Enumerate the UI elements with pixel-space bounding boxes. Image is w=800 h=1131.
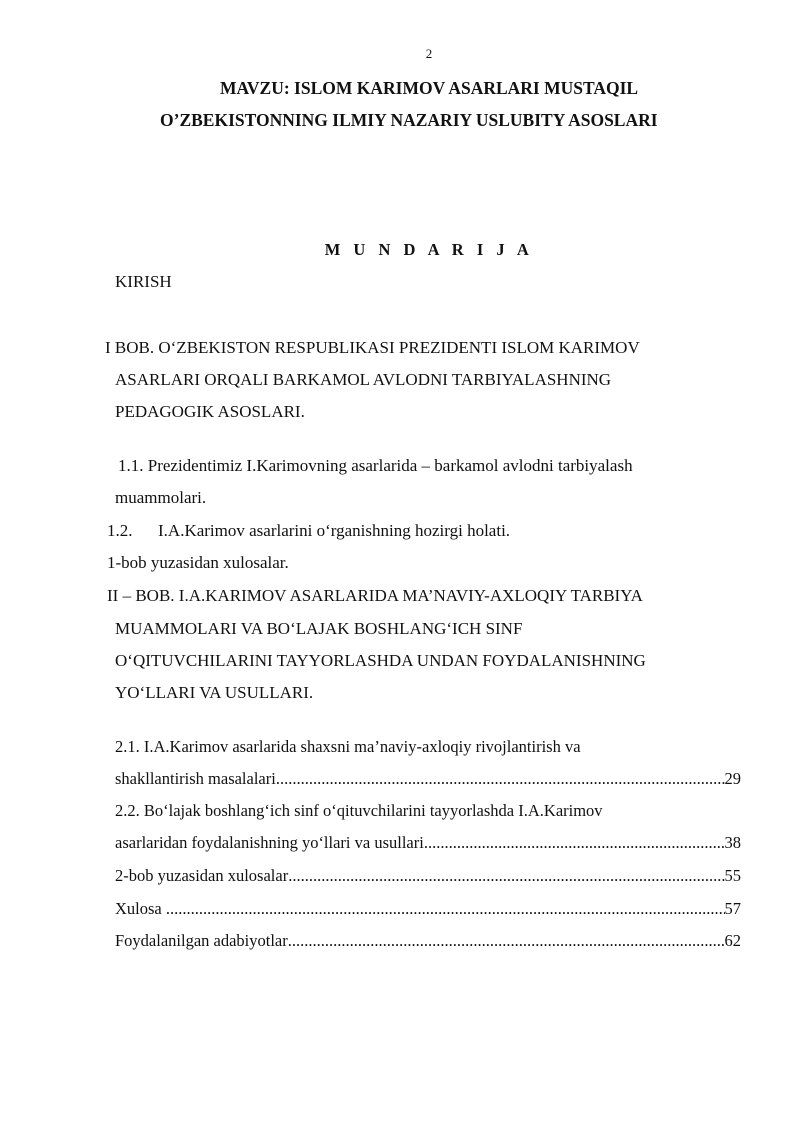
toc-section-2-1-line-2: shakllantirish masalalari [115,769,276,788]
toc-section-1-1-line-2: muammolari. [115,488,207,507]
page-ref: 62 [724,931,741,950]
toc-chapter-2-line-1: II – BOB. I.A.KARIMOV ASARLARIDA MA’NAVIY-AXLOQIY TARBIYA [107,586,643,605]
toc-heading: M U N D A R I J A [324,240,534,259]
dot-leader [424,833,725,853]
toc-chapter-1-line-2: ASARLARI ORQALI BARKAMOL AVLODNI TARBIYALASHNING [115,370,612,389]
toc-section-2-1-row[interactable] [115,769,741,789]
page-ref: 55 [724,866,741,885]
toc-chapter-2-line-4: YO‘LLARI VA USULLARI. [115,683,314,702]
toc-section-2-2-line-2: asarlaridan foydalanishning yo‘llari va usullari [115,833,424,852]
toc-section-1-1-line-1: 1.1. Prezidentimiz I.Karimovning asarlarida – barkamol avlodni tarbiyalash [118,456,633,475]
dot-leader [288,866,724,886]
document-title-line-2: O’ZBEKISTONNING ILMIY NAZARIY USLUBITY ASOSLARI [160,110,658,130]
toc-chapter-2-line-2: MUAMMOLARI VA BO‘LAJAK BOSHLANG‘ICH SINF [115,619,523,638]
document-title-line-1: MAVZU: ISLOM KARIMOV ASARLARI MUSTAQIL [220,78,639,98]
toc-chapter-2-conclusion-row[interactable] [115,866,741,886]
toc-section-2-2-line-1: 2.2. Bo‘lajak boshlang‘ich sinf o‘qituvchilarini tayyorlashda I.A.Karimov [115,801,603,820]
page-ref: 29 [724,769,741,788]
toc-chapter-2-conclusion: 2-bob yuzasidan xulosalar [115,866,289,885]
page-ref: 38 [724,833,741,852]
toc-chapter-1 [105,338,742,370]
toc-section-2-1-line-1: 2.1. I.A.Karimov asarlarida shaxsni ma’naviy-axloqiy rivojlantirish va [115,737,581,756]
toc-section-2-2-row[interactable] [115,833,741,853]
dot-leader [166,899,725,919]
dot-leader [276,769,725,789]
dot-leader [288,931,725,951]
page-number: 2 [425,46,433,61]
toc-chapter-2-line-3: O‘QITUVCHILARINI TAYYORLASHDA UNDAN FOYDALANISHNING [115,651,646,670]
toc-references-row[interactable] [115,931,741,951]
toc-intro: KIRISH [115,272,172,291]
toc-references: Foydalanilgan adabiyotlar [115,931,288,950]
toc-chapter-1-line-3: PEDAGOGIK ASOSLARI. [115,402,305,421]
toc-chapter-1-line-1: I BOB. O‘ZBEKISTON RESPUBLIKASI PREZIDENTI ISLOM KARIMOV [105,338,640,357]
page-ref: 57 [724,899,741,918]
toc-chapter-1-conclusion: 1-bob yuzasidan xulosalar. [107,553,289,572]
toc-conclusion: Xulosa [115,899,166,918]
toc-section-1-2: 1.2. I.A.Karimov asarlarini o‘rganishning hozirgi holati. [107,521,511,540]
toc-conclusion-row[interactable] [115,899,741,919]
